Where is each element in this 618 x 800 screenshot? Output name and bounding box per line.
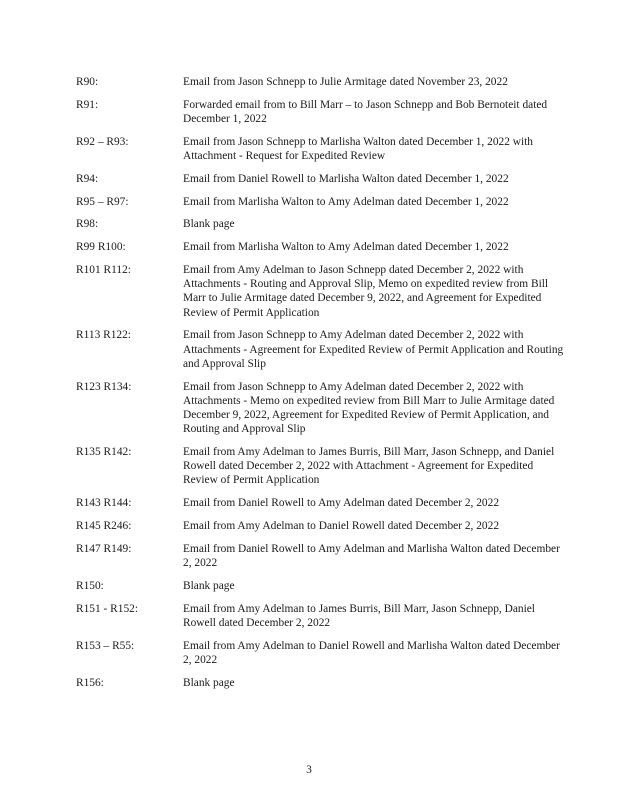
record-range: R150: (76, 579, 104, 592)
index-entry (76, 135, 566, 163)
record-description: Email from Amy Adelman to James Burris, Bill Marr, Jason Schnepp, and Daniel Rowell dated December 2, 2022 with Attachment - Agreement for Expedited Review of Permit Application (183, 446, 555, 487)
record-range: R153 – R55: (76, 639, 135, 652)
index-entry (76, 445, 566, 488)
record-index-list (76, 75, 566, 698)
record-description: Email from Jason Schnepp to Amy Adelman dated December 2, 2022 with Attachments - Agreement for Expedited Review of Permit Application and Routing and Approval Slip (183, 329, 564, 370)
record-description: Blank page (183, 676, 235, 689)
index-entry (76, 496, 566, 510)
record-description: Email from Jason Schnepp to Marlisha Walton dated December 1, 2022 with Attachment - Request for Expedited Review (183, 135, 534, 162)
record-description: Email from Amy Adelman to Daniel Rowell dated December 2, 2022 (183, 520, 500, 532)
index-entry (76, 240, 566, 254)
record-description: Blank page (183, 579, 235, 592)
record-range: R151 - R152: (76, 602, 139, 615)
index-entry (76, 217, 566, 231)
record-range: R145 R246: (76, 520, 132, 532)
index-entry (76, 172, 566, 186)
record-description: Email from Amy Adelman to James Burris, Bill Marr, Jason Schnepp, Daniel Rowell dated December 2, 2022 (183, 602, 535, 629)
index-entry (76, 195, 566, 209)
page-number: 3 (306, 764, 312, 776)
record-range: R98: (76, 218, 99, 231)
record-range: R94: (76, 172, 99, 185)
record-range: R91: (76, 98, 99, 111)
record-range: R95 – R97: (76, 195, 129, 208)
record-description: Email from Marlisha Walton to Amy Adelman dated December 1, 2022 (183, 241, 509, 254)
record-description: Blank page (183, 218, 235, 231)
record-description: Forwarded email from to Bill Marr – to Jason Schnepp and Bob Bernoteit dated December 1, 2022 (183, 98, 548, 125)
index-entry (76, 328, 566, 371)
record-range: R99 R100: (76, 241, 126, 254)
record-description: Email from Marlisha Walton to Amy Adelman dated December 1, 2022 (183, 195, 509, 208)
index-entry (76, 263, 566, 320)
record-range: R101 R112: (76, 263, 131, 276)
record-description: Email from Daniel Rowell to Amy Adelman dated December 2, 2022 (183, 497, 500, 510)
index-entry (76, 579, 566, 593)
index-entry (76, 676, 566, 690)
record-range: R123 R134: (76, 380, 132, 393)
record-description: Email from Daniel Rowell to Amy Adelman and Marlisha Walton dated December 2, 2022 (183, 542, 560, 569)
record-description: Email from Jason Schnepp to Julie Armitage dated November 23, 2022 (183, 76, 508, 88)
record-description: Email from Jason Schnepp to Amy Adelman dated December 2, 2022 with Attachments - Memo on expedited review from Bill Marr to Julie Armitage dated December 9, 2022, Agreement for Expedited Review of Permit Application, and Routing and Approval Slip (183, 380, 555, 436)
record-range: R147 R149: (76, 542, 132, 555)
record-range: R92 – R93: (76, 135, 129, 148)
index-entry (76, 519, 566, 533)
index-entry (76, 639, 566, 667)
record-range: R143 R144: (76, 497, 132, 510)
index-entry (76, 542, 566, 570)
record-range: R156: (76, 676, 104, 689)
record-range: R90: (76, 76, 99, 88)
record-description: Email from Amy Adelman to Jason Schnepp dated December 2, 2022 with Attachments - Routing and Approval Slip, Memo on expedited review from Bill Marr to Julie Armitage dated December 9, 2022, and Agreement for Expedited Review of Permit Application (183, 263, 549, 319)
record-description: Email from Amy Adelman to Daniel Rowell and Marlisha Walton dated December 2, 2022 (183, 639, 560, 666)
record-description: Email from Daniel Rowell to Marlisha Walton dated December 1, 2022 (183, 172, 509, 185)
record-range: R113 R122: (76, 329, 131, 342)
index-entry (76, 98, 566, 126)
index-entry (76, 380, 566, 437)
index-entry (76, 75, 566, 89)
record-range: R135 R142: (76, 446, 132, 458)
index-entry (76, 602, 566, 630)
